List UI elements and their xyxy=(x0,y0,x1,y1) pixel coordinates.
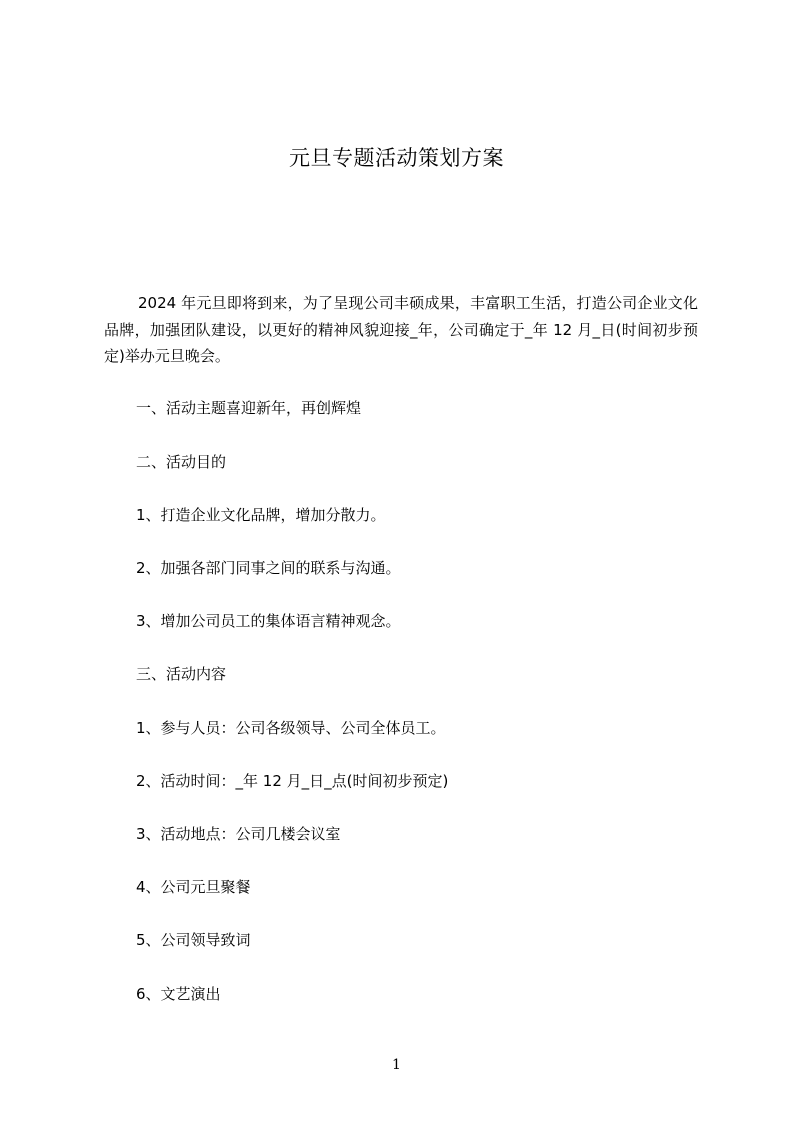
list-item: 3、增加公司员工的集体语言精神观念。 xyxy=(136,612,401,630)
list-item: 5、公司领导致词 xyxy=(136,931,251,949)
section-heading-theme: 一、活动主题喜迎新年，再创辉煌 xyxy=(136,399,362,417)
section-heading-content: 三、活动内容 xyxy=(136,665,227,683)
document-title: 元旦专题活动策划方案 xyxy=(289,146,504,170)
list-item: 1、打造企业文化品牌，增加分散力。 xyxy=(136,506,386,524)
section-heading-purpose: 二、活动目的 xyxy=(136,453,227,471)
list-item: 1、参与人员：公司各级领导、公司全体员工。 xyxy=(136,719,446,737)
intro-paragraph: 2024 年元旦即将到来，为了呈现公司丰硕成果，丰富职工生活，打造公司企业文化品牌，加强团队建设，以更好的精神风貌迎接_年，公司确定于_年 12 月_日(时间初步预定)举办元旦晚会。 xyxy=(104,294,698,365)
list-item: 2、加强各部门同事之间的联系与沟通。 xyxy=(136,559,401,577)
list-item: 2、活动时间：_年 12 月_日_点(时间初步预定) xyxy=(136,772,449,790)
page-number: 1 xyxy=(392,1057,401,1073)
list-item: 3、活动地点：公司几楼会议室 xyxy=(136,825,341,843)
list-item: 6、文艺演出 xyxy=(136,985,221,1003)
list-item: 4、公司元旦聚餐 xyxy=(136,878,251,896)
